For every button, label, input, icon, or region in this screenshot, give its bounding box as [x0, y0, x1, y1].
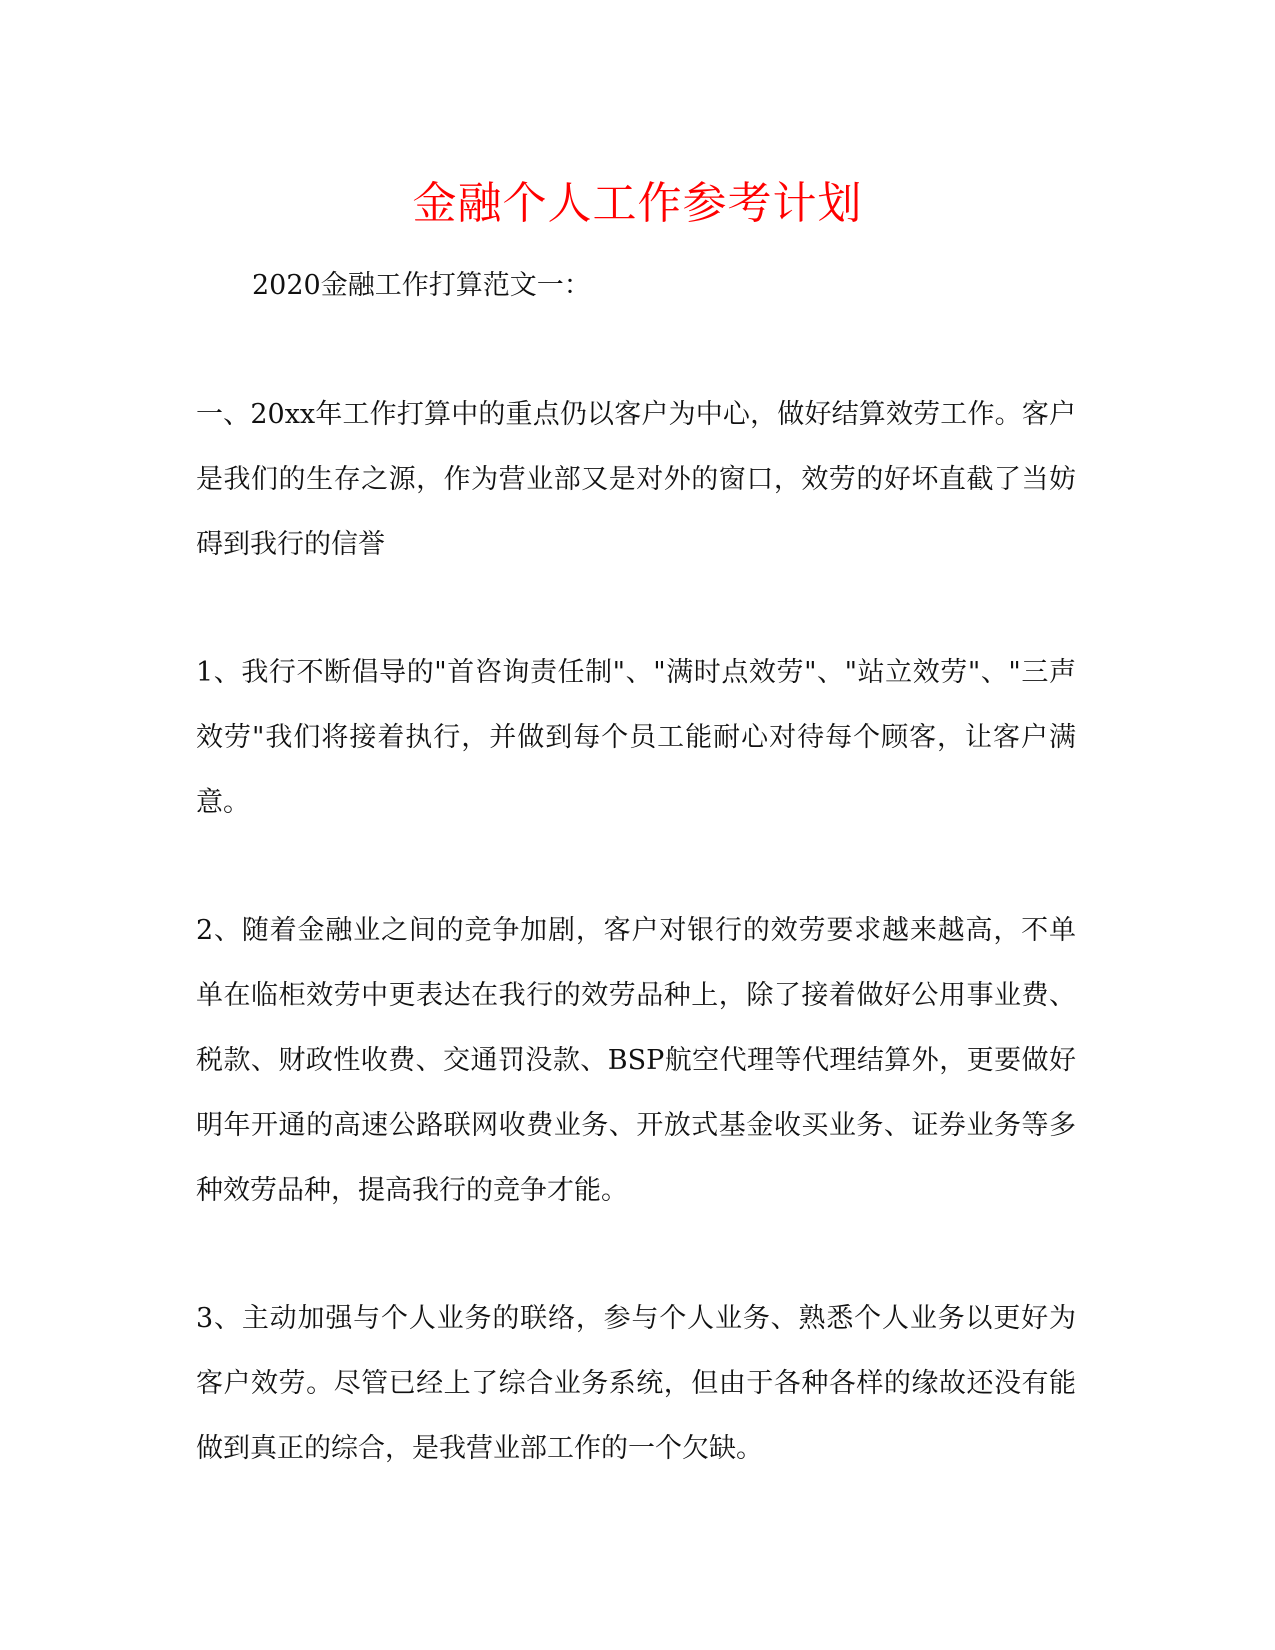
paragraph-3: 2、随着金融业之间的竞争加剧，客户对银行的效劳要求越来越高，不单单在临柜效劳中更表达在我行的效劳品种上，除了接着做好公用事业费、税款、财政性收费、交通罚没款、BSP航空代理等代理结算外，更要做好明年开通的高速公路联网收费业务、开放式基金收买业务、证券业务等多种效劳品种，提高我行的竞争才能。 [196, 915, 1076, 1206]
document-title: 金融个人工作参考计划 [412, 178, 863, 229]
document-subtitle: 2020金融工作打算范文一： [252, 270, 591, 301]
paragraph-2: 1、我行不断倡导的"首咨询责任制"、"满时点效劳"、"站立效劳"、"三声效劳"我们将接着执行，并做到每个员工能耐心对待每个顾客，让客户满意。 [196, 657, 1076, 818]
paragraph-4: 3、主动加强与个人业务的联络，参与个人业务、熟悉个人业务以更好为客户效劳。尽管已经上了综合业务系统，但由于各种各样的缘故还没有能做到真正的综合，是我营业部工作的一个欠缺。 [196, 1303, 1076, 1464]
paragraph-1: 一、20xx年工作打算中的重点仍以客户为中心，做好结算效劳工作。客户是我们的生存之源，作为营业部又是对外的窗口，效劳的好坏直截了当妨碍到我行的信誉 [196, 399, 1076, 560]
